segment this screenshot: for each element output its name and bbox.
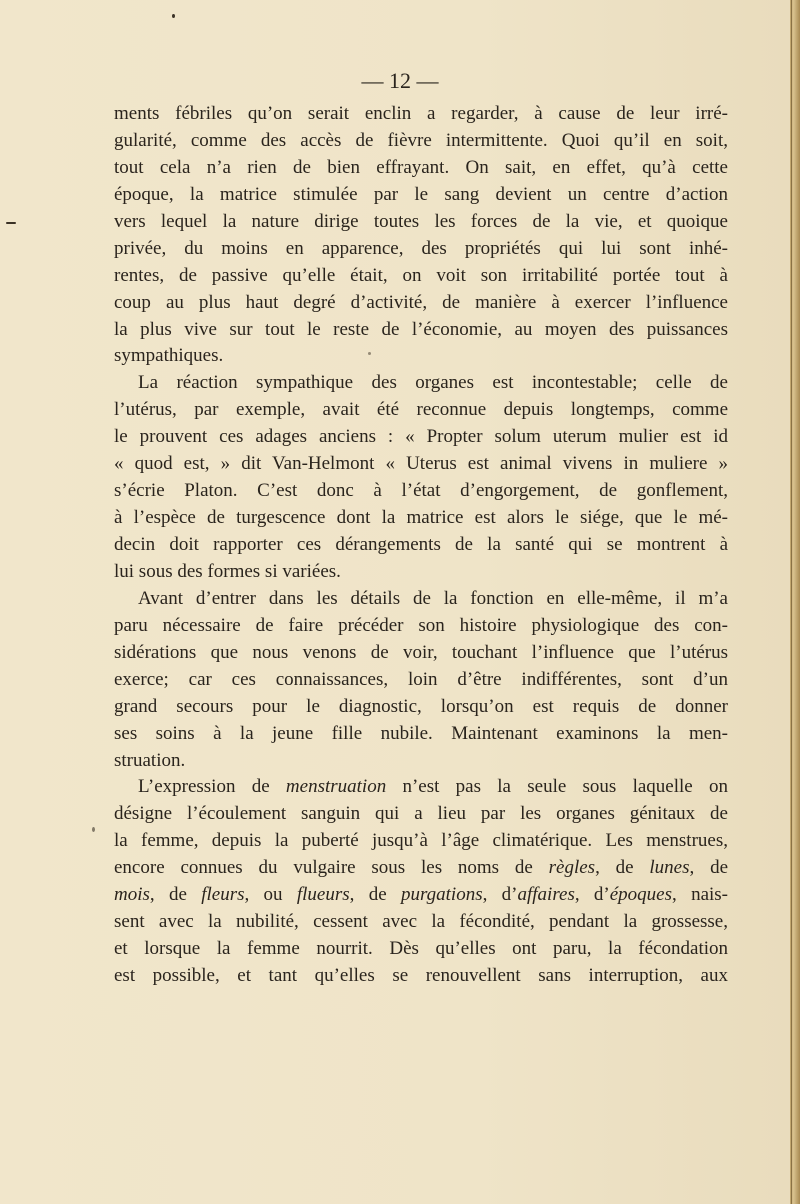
text-line: à l’espèce de turgescence dont la matrice est alors le siége, que le mé- — [114, 507, 728, 529]
italic-term: flueurs — [296, 884, 350, 906]
paragraph — [114, 774, 728, 990]
text-line: et lorsque la femme nourrit. Dès qu’elles ont paru, la fécondation — [114, 938, 728, 960]
italic-term: lunes — [649, 857, 690, 879]
text-line: est possible, et tant qu’elles se renouvellent sans interruption, aux — [114, 965, 728, 986]
text-line: Avant d’entrer dans les détails de la fonction en elle-même, il m’a — [138, 587, 728, 609]
book-page-edge-line — [791, 0, 792, 1204]
text-line: privée, du moins en apparence, des propriétés qui lui sont inhé- — [114, 237, 728, 259]
paragraph — [114, 370, 728, 586]
text-line: sent avec la nubilité, cessent avec la fécondité, pendant la grossesse, — [114, 911, 728, 933]
text-line: s’écrie Platon. C’est donc à l’état d’engorgement, de gonflement, — [114, 480, 728, 502]
text-line: lui sous des formes si variées. — [114, 560, 341, 582]
text-line: désigne l’écoulement sanguin qui a lieu par les organes génitaux de — [114, 803, 728, 825]
ink-speck — [92, 827, 95, 832]
text-line: gularité, comme des accès de fièvre intermittente. Quoi qu’il en soit, — [114, 129, 728, 151]
italic-term: mois — [114, 884, 150, 906]
text-line: le prouvent ces adages anciens : « Propter solum uterum mulier est id — [114, 426, 728, 448]
page-number: — 12 — — [361, 68, 439, 93]
text-line: l’utérus, par exemple, avait été reconnue depuis longtemps, comme — [114, 399, 728, 421]
text-line: ments fébriles qu’on serait enclin a regarder, à cause de leur irré- — [114, 103, 728, 124]
paragraph — [114, 586, 728, 775]
text-line: la femme, depuis la puberté jusqu’à l’âge climatérique. Les menstrues, — [114, 830, 728, 852]
italic-term: règles — [548, 857, 596, 879]
ink-speck — [6, 222, 16, 224]
text-line: tout cela n’a rien de bien effrayant. On sait, en effet, qu’à cette — [114, 156, 728, 178]
text-line: ses soins à la jeune fille nubile. Maintenant examinons la men- — [114, 722, 728, 744]
text-line: encore connues du vulgaire sous les noms de règles, de lunes, de — [114, 857, 728, 879]
text-line: sympathiques. — [114, 345, 224, 367]
text-line: sidérations que nous venons de voir, touchant l’influence que l’utérus — [114, 641, 728, 663]
text-line: « quod est, » dit Van-Helmont « Uterus est animal vivens in muliere » — [114, 453, 728, 475]
text-line: mois, de fleurs, ou flueurs, de purgations, d’affaires, d’époques, nais- — [114, 884, 729, 906]
text-line: rentes, de passive qu’elle était, on voit son irritabilité portée tout à — [114, 264, 728, 286]
text-line: struation. — [114, 749, 186, 771]
italic-term: purgations — [400, 884, 483, 906]
italic-term: fleurs — [201, 884, 245, 906]
text-line: paru nécessaire de faire précéder son histoire physiologique des con- — [114, 614, 728, 636]
text-line: L’expression de menstruation n’est pas la seule sous laquelle on — [138, 776, 728, 798]
text-line: grand secours pour le diagnostic, lorsqu’on est requis de donner — [114, 695, 728, 717]
text-line: vers lequel la nature dirige toutes les forces de la vie, et quoique — [114, 210, 728, 232]
italic-term: menstruation — [285, 776, 387, 798]
ink-speck — [172, 14, 175, 18]
text-line: époque, la matrice stimulée par le sang devient un centre d’action — [114, 183, 728, 205]
text-line: exerce; car ces connaissances, loin d’être indifférentes, sont d’un — [114, 668, 728, 690]
text-line: la plus vive sur tout le reste de l’économie, au moyen des puissances — [114, 318, 728, 340]
text-line: decin doit rapporter ces dérangements de la santé qui se montrent à — [114, 534, 728, 555]
italic-term: affaires — [517, 884, 575, 906]
text-line: La réaction sympathique des organes est incontestable; celle de — [138, 372, 728, 394]
paragraph — [114, 101, 728, 370]
text-line: coup au plus haut degré d’activité, de manière à exercer l’influence — [114, 291, 728, 313]
body-text — [114, 101, 728, 990]
italic-term: époques — [609, 884, 673, 906]
